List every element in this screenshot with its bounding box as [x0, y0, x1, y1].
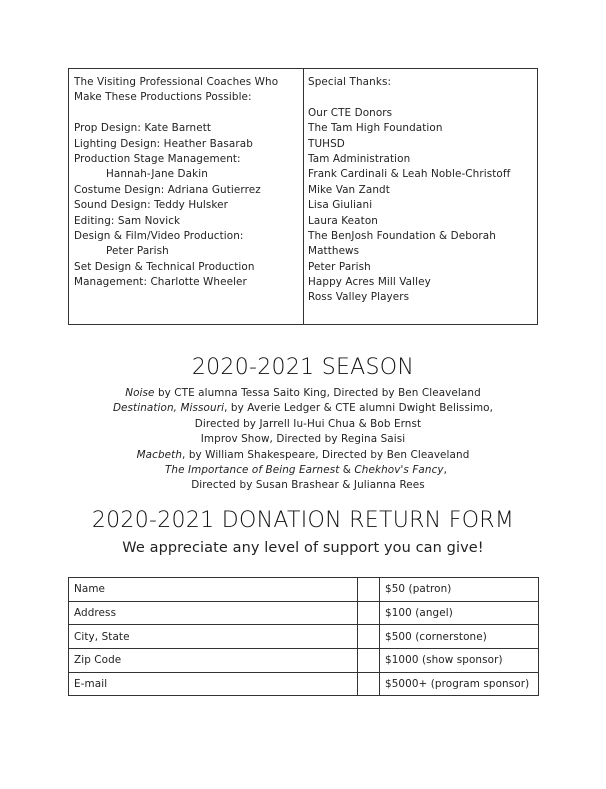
- coach-credit-line: Set Design & Technical Production: [74, 260, 255, 273]
- special-thanks-line: Happy Acres Mill Valley: [308, 276, 431, 289]
- special-thanks-line: Laura Keaton: [308, 214, 378, 227]
- special-thanks-line: [308, 90, 533, 105]
- form-field-label: Name: [69, 578, 358, 602]
- level-checkbox-cell[interactable]: [358, 601, 380, 625]
- season-list: [0, 386, 606, 494]
- coach-credit-line: Management: Charlotte Wheeler: [74, 276, 247, 289]
- coach-credit-line: Sound Design: Teddy Hulsker: [74, 199, 229, 212]
- season-title: 2020-2021 SEASON: [191, 355, 415, 380]
- form-field-label: Zip Code: [69, 649, 358, 673]
- form-field-label: City, State: [69, 625, 358, 649]
- donation-level-label: $50 (patron): [380, 578, 539, 602]
- season-production-line: [0, 386, 606, 401]
- production-title: Destination, Missouri: [112, 402, 225, 415]
- form-row: [69, 672, 539, 696]
- donation-level-label: $1000 (show sponsor): [380, 649, 539, 673]
- production-title: Noise: [125, 387, 155, 399]
- coach-credit-line: Editing: Sam Novick: [74, 214, 181, 227]
- production-detail: &: [339, 463, 355, 476]
- donation-form-title: 2020-2021 DONATION RETURN FORM: [91, 508, 515, 533]
- season-production-line: [0, 478, 606, 493]
- season-production-line: [0, 432, 606, 447]
- form-row: [69, 625, 539, 649]
- level-checkbox-cell[interactable]: [358, 649, 380, 673]
- special-thanks-line: Mike Van Zandt: [308, 183, 390, 196]
- donation-level-label: $5000+ (program sponsor): [380, 672, 539, 696]
- level-checkbox-cell[interactable]: [358, 578, 380, 602]
- special-thanks-line: Frank Cardinali & Leah Noble-Christoff: [308, 168, 511, 181]
- production-detail: Improv Show, Directed by Regina Saisi: [200, 433, 406, 446]
- special-thanks-line: TUHSD: [308, 137, 345, 150]
- production-detail: ,: [443, 463, 448, 476]
- donation-form-table: [68, 577, 539, 696]
- coach-credit-line: The Visiting Professional Coaches Who: [74, 76, 279, 88]
- season-production-line: [0, 417, 606, 432]
- donation-level-label: $100 (angel): [380, 601, 539, 625]
- production-title: Chekhov's Fancy: [354, 463, 444, 476]
- production-detail: , by Averie Ledger & CTE alumni Dwight Belissimo,: [224, 402, 494, 415]
- form-row: [69, 601, 539, 625]
- special-thanks-line: Our CTE Donors: [308, 106, 393, 119]
- production-detail: Directed by Susan Brashear & Julianna Rees: [191, 479, 425, 492]
- production-detail: Directed by Jarrell Iu-Hui Chua & Bob Ernst: [194, 417, 422, 430]
- special-thanks-line: Tam Administration: [308, 152, 411, 165]
- coach-credit-line: Design & Film/Video Production:: [74, 229, 244, 242]
- level-checkbox-cell[interactable]: [358, 672, 380, 696]
- coach-credit-line: Peter Parish: [106, 245, 169, 258]
- donation-form-subtitle: We appreciate any level of support you can give!: [122, 540, 484, 556]
- production-title: The Importance of Being Earnest: [164, 463, 340, 476]
- coach-credit-line: Costume Design: Adriana Gutierrez: [74, 183, 261, 196]
- donation-level-label: $500 (cornerstone): [380, 625, 539, 649]
- special-thanks-line: Matthews: [308, 245, 360, 258]
- season-production-line: [0, 463, 606, 478]
- production-detail: by CTE alumna Tessa Saito King, Directed by Ben Cleaveland: [154, 387, 481, 399]
- special-thanks-line: Special Thanks:: [308, 76, 392, 88]
- coaches-column: [69, 69, 304, 324]
- special-thanks-line: Lisa Giuliani: [308, 199, 373, 212]
- special-thanks-column: [304, 69, 537, 324]
- form-field-label: E-mail: [69, 672, 358, 696]
- special-thanks-line: Peter Parish: [308, 260, 371, 273]
- special-thanks-line: The BenJosh Foundation & Deborah: [308, 229, 496, 242]
- special-thanks-line: Ross Valley Players: [308, 291, 410, 304]
- production-title: Macbeth: [136, 448, 183, 461]
- form-row: [69, 578, 539, 602]
- form-field-label: Address: [69, 601, 358, 625]
- coach-credit-line: [74, 106, 299, 121]
- coach-credit-line: Hannah-Jane Dakin: [106, 168, 208, 181]
- coach-credit-line: Prop Design: Kate Barnett: [74, 122, 212, 135]
- level-checkbox-cell[interactable]: [358, 625, 380, 649]
- special-thanks-line: The Tam High Foundation: [308, 122, 443, 135]
- credits-box: [68, 68, 538, 325]
- coach-credit-line: Make These Productions Possible:: [74, 91, 252, 104]
- form-row: [69, 649, 539, 673]
- coach-credit-line: Lighting Design: Heather Basarab: [74, 137, 253, 150]
- season-production-line: [0, 401, 606, 416]
- production-detail: , by William Shakespeare, Directed by Ben Cleaveland: [182, 448, 470, 461]
- season-production-line: [0, 448, 606, 463]
- coach-credit-line: Production Stage Management:: [74, 152, 241, 165]
